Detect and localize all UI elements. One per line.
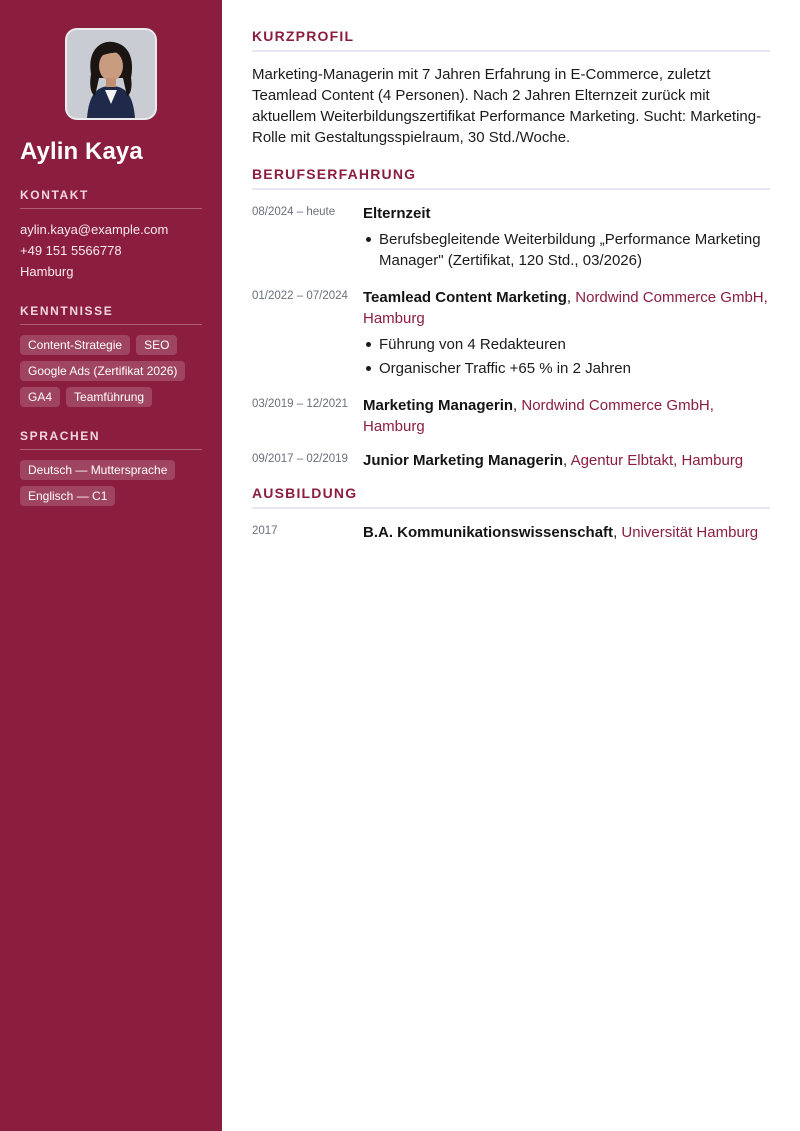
- entry-date: 03/2019 – 12/2021: [252, 398, 348, 410]
- entry-date: 09/2017 – 02/2019: [252, 453, 348, 465]
- entry-date: 2017: [252, 525, 278, 537]
- entry-title: [363, 395, 770, 437]
- contact-email[interactable]: aylin.kaya@example.com: [20, 222, 169, 237]
- profile-text: Marketing-Managerin mit 7 Jahren Erfahrung in E-Commerce, zuletzt Teamlead Content (4 Personen). Nach 2 Jahren Elternzeit zurück mit aktuellem Weiterbildungszertifikat Performance Marketing. Sucht: Marketing-Rolle mit Gestaltungsspielraum, 30 Std./Woche.: [252, 66, 762, 146]
- languages-list: [20, 460, 202, 506]
- experience-list: [252, 203, 770, 471]
- education-list: [252, 522, 770, 543]
- person-name: Aylin Kaya: [20, 138, 143, 165]
- timeline-entry: [252, 395, 770, 437]
- skill-chip: Teamführung: [66, 387, 152, 407]
- entry-title: [363, 522, 770, 543]
- entry-separator: ,: [513, 397, 522, 414]
- timeline-entry: [252, 450, 770, 471]
- education-section: [252, 485, 770, 543]
- skill-chip: GA4: [20, 387, 60, 407]
- entry-separator: ,: [566, 289, 576, 306]
- contact-section: [20, 188, 202, 282]
- entry-role: B.A. Kommunikationswissenschaft: [363, 524, 614, 541]
- sidebar: [0, 0, 222, 1131]
- entry-role: Teamlead Content Marketing: [363, 289, 567, 306]
- entry-organization: Universität Hamburg: [621, 524, 759, 541]
- skill-chip: Content-Strategie: [20, 335, 130, 355]
- main-content: [252, 28, 770, 543]
- contact-city: Hamburg: [20, 264, 74, 279]
- entry-organization: Nordwind Commerce GmbH, Hamburg: [363, 289, 768, 327]
- entry-body: [363, 450, 770, 471]
- experience-heading: BERUFSERFAHRUNG: [252, 166, 770, 190]
- profile-photo: [65, 28, 157, 120]
- entry-role: Junior Marketing Managerin: [363, 452, 564, 469]
- contact-list: [20, 219, 202, 282]
- experience-section: [252, 166, 770, 471]
- language-chip: Englisch — C1: [20, 486, 115, 506]
- entry-body: [363, 395, 770, 437]
- skill-chip: Google Ads (Zertifikat 2026): [20, 361, 185, 381]
- entry-bullets: [363, 229, 770, 271]
- languages-heading: SPRACHEN: [20, 429, 202, 450]
- contact-heading: KONTAKT: [20, 188, 202, 209]
- timeline-entry: [252, 287, 770, 382]
- entry-title: [363, 450, 770, 471]
- skills-heading: KENNTNISSE: [20, 304, 202, 325]
- skills-section: [20, 304, 202, 407]
- entry-body: [363, 203, 770, 274]
- entry-organization: Agentur Elbtakt, Hamburg: [570, 452, 744, 469]
- contact-phone[interactable]: +49 151 5566778: [20, 243, 122, 258]
- entry-body: [363, 522, 770, 543]
- entry-title: [363, 203, 770, 224]
- entry-separator: ,: [613, 524, 622, 541]
- entry-body: [363, 287, 770, 382]
- entry-organization: Nordwind Commerce GmbH, Hamburg: [363, 397, 714, 435]
- bullet-item: Führung von 4 Redakteuren: [379, 334, 770, 355]
- bullet-item: Berufsbegleitende Weiterbildung „Performance Marketing Manager" (Zertifikat, 120 Std., 03/2026): [379, 229, 770, 271]
- bullet-item: Organischer Traffic +65 % in 2 Jahren: [379, 358, 770, 379]
- profile-section: [252, 28, 770, 148]
- profile-heading: KURZPROFIL: [252, 28, 770, 52]
- entry-role: Elternzeit: [363, 205, 431, 222]
- entry-role: Marketing Managerin: [363, 397, 514, 414]
- entry-title: [363, 287, 770, 329]
- language-chip: Deutsch — Muttersprache: [20, 460, 175, 480]
- entry-bullets: [363, 334, 770, 379]
- entry-date: 01/2022 – 07/2024: [252, 290, 348, 302]
- languages-section: [20, 429, 202, 506]
- skills-list: [20, 335, 202, 407]
- skill-chip: SEO: [136, 335, 177, 355]
- education-heading: AUSBILDUNG: [252, 485, 770, 509]
- timeline-entry: [252, 522, 770, 543]
- timeline-entry: [252, 203, 770, 274]
- entry-separator: ,: [563, 452, 571, 469]
- entry-date: 08/2024 – heute: [252, 206, 336, 218]
